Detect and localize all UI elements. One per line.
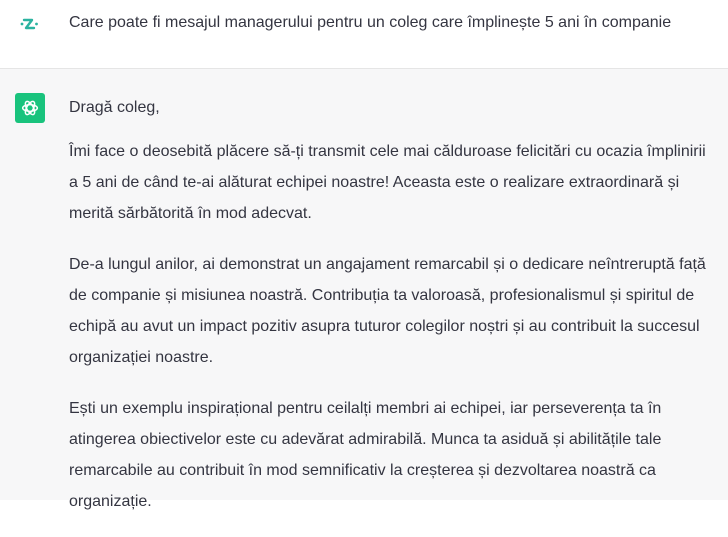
message-greeting: Dragă coleg, xyxy=(69,99,160,116)
openai-logo-icon xyxy=(15,93,45,123)
message-paragraph: Ești un exemplu inspirațional pentru ceilalți membri ai echipei, iar perseverența ta în atingerea obiectivelor este cu adevărat admirabilă. Munca ta asiduă și abilitățile tale remarcabile au contribuit în mod semnificativ la creșterea și dezvoltarea noastră ca organizație. xyxy=(69,400,662,510)
user-avatar-icon xyxy=(17,12,41,36)
user-message-text: Care poate fi mesajul managerului pentru un coleg care împlinește 5 ani în companie xyxy=(69,14,672,31)
assistant-message-row xyxy=(0,69,728,510)
user-message-row xyxy=(0,0,728,69)
message-paragraph: Îmi face o deosebită plăcere să-ți transmit cele mai călduroase felicitări cu ocazia împlinirii a 5 ani de când te-ai alăturat echipei noastre! Aceasta este o realizare extraordinară și merită sărbătorită în mod adecvat. xyxy=(69,143,706,222)
assistant-message-text xyxy=(69,96,717,537)
message-paragraph: De-a lungul anilor, ai demonstrat un angajament remarcabil și o dedicare neîntreruptă față de companie și misiunea noastră. Contribuția ta valoroasă, profesionalismul și spiritul de echipă au avut un impact pozitiv asupra tuturor colegilor noștri și au contribuit la succesul organizației noastre. xyxy=(69,256,706,366)
